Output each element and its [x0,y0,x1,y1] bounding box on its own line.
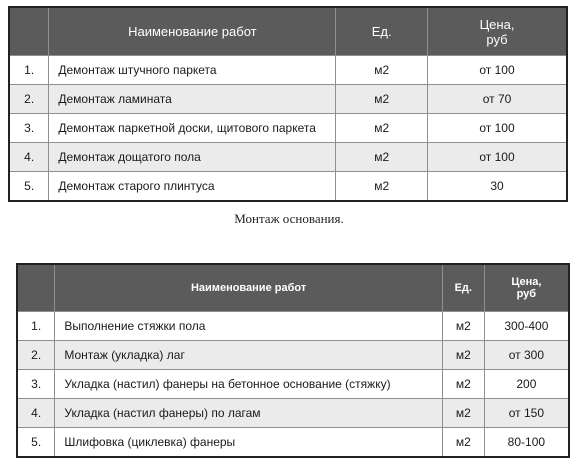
table-row [17,428,569,458]
row-price: 200 [484,370,569,399]
row-name: Демонтаж старого плинтуса [49,172,336,202]
header-price-line2: руб [486,31,508,47]
row-name: Укладка (настил) фанеры на бетонное основание (стяжку) [55,370,443,399]
row-name: Монтаж (укладка) лаг [55,341,443,370]
row-name: Демонтаж штучного паркета [49,56,336,85]
row-number: 2. [17,341,55,370]
row-name: Выполнение стяжки пола [55,312,443,341]
row-unit: м2 [336,143,428,172]
table-row [9,172,567,202]
row-price: от 100 [428,143,568,172]
table-row [17,341,569,370]
row-price: от 100 [428,114,568,143]
header-price-line1: Цена, [479,16,515,32]
row-price: от 300 [484,341,569,370]
row-price: 300-400 [484,312,569,341]
table-row [9,143,567,172]
price-table-dismantling [8,6,568,202]
header-number [17,264,55,312]
row-unit: м2 [336,114,428,143]
row-name: Демонтаж дощатого пола [49,143,336,172]
row-unit: м2 [336,56,428,85]
row-number: 1. [9,56,49,85]
table-row [17,399,569,428]
row-price: 30 [428,172,568,202]
header-price-line1: Цена, [511,276,542,288]
row-name: Укладка (настил фанеры) по лагам [55,399,443,428]
row-unit: м2 [442,428,484,458]
row-unit: м2 [336,85,428,114]
row-unit: м2 [442,341,484,370]
row-unit: м2 [442,312,484,341]
header-price [484,264,569,312]
table-header-row [9,7,567,56]
row-name: Демонтаж паркетной доски, щитового паркета [49,114,336,143]
row-price: от 100 [428,56,568,85]
row-price: от 70 [428,85,568,114]
row-number: 5. [9,172,49,202]
table-row [17,312,569,341]
row-name: Шлифовка (циклевка) фанеры [55,428,443,458]
row-number: 1. [17,312,55,341]
row-number: 5. [17,428,55,458]
header-name: Наименование работ [55,264,443,312]
price-table-base-installation [16,263,570,458]
row-unit: м2 [442,399,484,428]
row-price: от 150 [484,399,569,428]
header-unit: Ед. [442,264,484,312]
table-row [9,56,567,85]
header-unit: Ед. [336,7,428,56]
row-number: 4. [17,399,55,428]
section-heading: Монтаж основания. [234,211,344,226]
header-name: Наименование работ [49,7,336,56]
row-number: 2. [9,85,49,114]
row-unit: м2 [442,370,484,399]
table-header-row [17,264,569,312]
row-price: 80-100 [484,428,569,458]
table-row [17,370,569,399]
table-row [9,85,567,114]
row-unit: м2 [336,172,428,202]
row-name: Демонтаж ламината [49,85,336,114]
row-number: 3. [9,114,49,143]
header-price-line2: руб [516,288,537,300]
table-row [9,114,567,143]
row-number: 3. [17,370,55,399]
row-number: 4. [9,143,49,172]
header-number [9,7,49,56]
header-price [428,7,568,56]
